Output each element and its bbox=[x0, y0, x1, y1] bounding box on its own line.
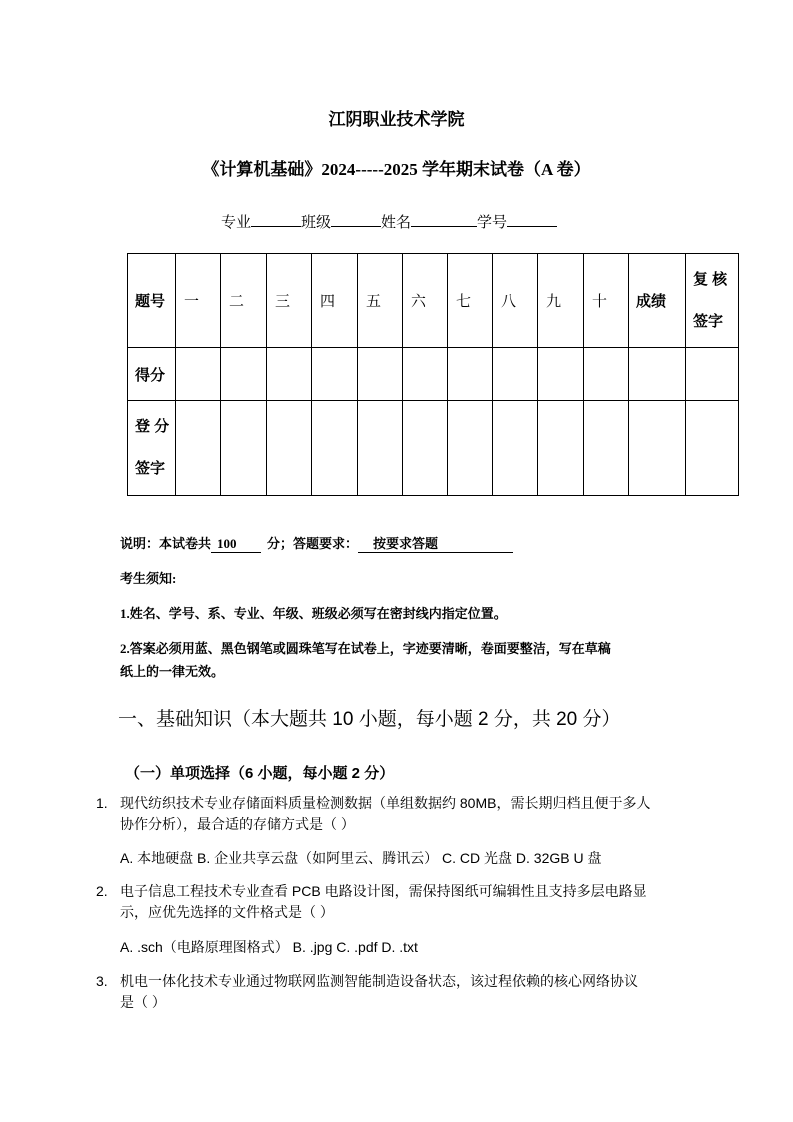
grader-signature-label bbox=[128, 401, 176, 496]
school-name: 江阴职业技术学院 bbox=[328, 110, 465, 129]
name-label: 姓名 bbox=[381, 214, 412, 231]
signature-cell[interactable] bbox=[448, 401, 493, 496]
question-line: 示，应优先选择的文件格式是（ ） bbox=[120, 904, 334, 920]
description-prefix: 说明：本试卷共 bbox=[120, 536, 212, 551]
question-2-options: A. .sch（电路原理图格式） B. .jpg C. .pdf D. .txt bbox=[120, 939, 418, 955]
major-field[interactable] bbox=[251, 212, 301, 227]
question-line: 现代纺织技术专业存储面料质量检测数据（单组数据约 80MB，需长期归档且便于多人 bbox=[120, 795, 651, 811]
column-header: 四 bbox=[312, 254, 358, 348]
score-cell[interactable] bbox=[403, 348, 448, 401]
question-line: 是（ ） bbox=[120, 994, 166, 1010]
major-label: 专业 bbox=[221, 214, 252, 231]
question-number-label: 题号 bbox=[128, 254, 176, 348]
name-field[interactable] bbox=[411, 212, 477, 227]
signature-cell[interactable] bbox=[629, 401, 686, 496]
score-cell[interactable] bbox=[358, 348, 403, 401]
column-header: 七 bbox=[448, 254, 493, 348]
signature-cell[interactable] bbox=[493, 401, 538, 496]
column-header: 一 bbox=[176, 254, 221, 348]
score-row bbox=[128, 348, 739, 401]
question-line: 机电一体化技术专业通过物联网监测智能制造设备状态，该过程依赖的核心网络协议 bbox=[120, 973, 638, 989]
column-header: 九 bbox=[538, 254, 584, 348]
exam-title: 《计算机基础》2024-----2025 学年期末试卷（A 卷） bbox=[202, 160, 591, 179]
score-cell[interactable] bbox=[267, 348, 312, 401]
class-label: 班级 bbox=[301, 214, 332, 231]
review-header-line1: 复 核 bbox=[693, 270, 728, 288]
score-cell[interactable] bbox=[312, 348, 358, 401]
signature-cell[interactable] bbox=[403, 401, 448, 496]
review-signature-header bbox=[686, 254, 739, 348]
subsection-title: （一）单项选择（6 小题，每小题 2 分） bbox=[125, 765, 395, 782]
grader-label-line2: 签字 bbox=[135, 460, 166, 477]
signature-cell[interactable] bbox=[538, 401, 584, 496]
question-text bbox=[120, 881, 680, 923]
question-2 bbox=[96, 881, 680, 923]
signature-cell[interactable] bbox=[221, 401, 267, 496]
question-line: 电子信息工程技术专业查看 PCB 电路设计图，需保持图纸可编辑性且支持多层电路显 bbox=[120, 883, 647, 899]
student-id-field[interactable] bbox=[507, 212, 557, 227]
exam-description bbox=[120, 533, 513, 553]
score-cell[interactable] bbox=[448, 348, 493, 401]
question-line: 协作分析），最合适的存储方式是（ ） bbox=[120, 816, 355, 832]
column-header: 五 bbox=[358, 254, 403, 348]
question-number-row bbox=[128, 254, 739, 348]
question-number: 1. bbox=[96, 795, 108, 811]
signature-cell[interactable] bbox=[358, 401, 403, 496]
column-header-total: 成绩 bbox=[629, 254, 686, 348]
score-label: 得分 bbox=[128, 348, 176, 401]
question-text bbox=[120, 971, 680, 1013]
question-number: 3. bbox=[96, 973, 108, 989]
description-mid: 分；答题要求： bbox=[267, 536, 359, 551]
column-header: 三 bbox=[267, 254, 312, 348]
grader-signature-row bbox=[128, 401, 739, 496]
column-header: 八 bbox=[493, 254, 538, 348]
question-1-options: A. 本地硬盘 B. 企业共享云盘（如阿里云、腾讯云） C. CD 光盘 D. 32GB U 盘 bbox=[120, 850, 602, 866]
notice-rule-2-line2: 纸上的一律无效。 bbox=[120, 664, 225, 679]
question-text bbox=[120, 793, 680, 835]
signature-cell[interactable] bbox=[176, 401, 221, 496]
notice-rule-1: 1.姓名、学号、系、专业、年级、班级必须写在密封线内指定位置。 bbox=[120, 606, 507, 621]
column-header: 十 bbox=[584, 254, 629, 348]
question-3 bbox=[96, 971, 680, 1013]
student-id-label: 学号 bbox=[477, 214, 508, 231]
class-field[interactable] bbox=[331, 212, 381, 227]
section-title: 一、基础知识（本大题共 10 小题，每小题 2 分，共 20 分） bbox=[118, 709, 621, 730]
student-info-line bbox=[221, 211, 557, 232]
score-cell[interactable] bbox=[538, 348, 584, 401]
column-header: 六 bbox=[403, 254, 448, 348]
review-header-line2: 签字 bbox=[693, 312, 724, 330]
score-cell[interactable] bbox=[493, 348, 538, 401]
total-score-value: 100 bbox=[211, 536, 261, 553]
notice-heading: 考生须知: bbox=[120, 571, 177, 586]
signature-cell[interactable] bbox=[267, 401, 312, 496]
score-cell[interactable] bbox=[176, 348, 221, 401]
signature-cell[interactable] bbox=[584, 401, 629, 496]
signature-cell[interactable] bbox=[686, 401, 739, 496]
review-score-cell[interactable] bbox=[686, 348, 739, 401]
column-header: 二 bbox=[221, 254, 267, 348]
signature-cell[interactable] bbox=[312, 401, 358, 496]
question-1 bbox=[96, 793, 680, 835]
total-score-cell[interactable] bbox=[629, 348, 686, 401]
score-cell[interactable] bbox=[584, 348, 629, 401]
requirement-value: 按要求答题 bbox=[358, 533, 513, 553]
notice-rule-2-line1: 2.答案必须用蓝、黑色钢笔或圆珠笔写在试卷上，字迹要清晰，卷面要整洁，写在草稿 bbox=[120, 641, 611, 656]
score-table bbox=[127, 253, 739, 496]
question-number: 2. bbox=[96, 883, 108, 899]
score-cell[interactable] bbox=[221, 348, 267, 401]
grader-label-line1: 登 分 bbox=[135, 418, 170, 435]
